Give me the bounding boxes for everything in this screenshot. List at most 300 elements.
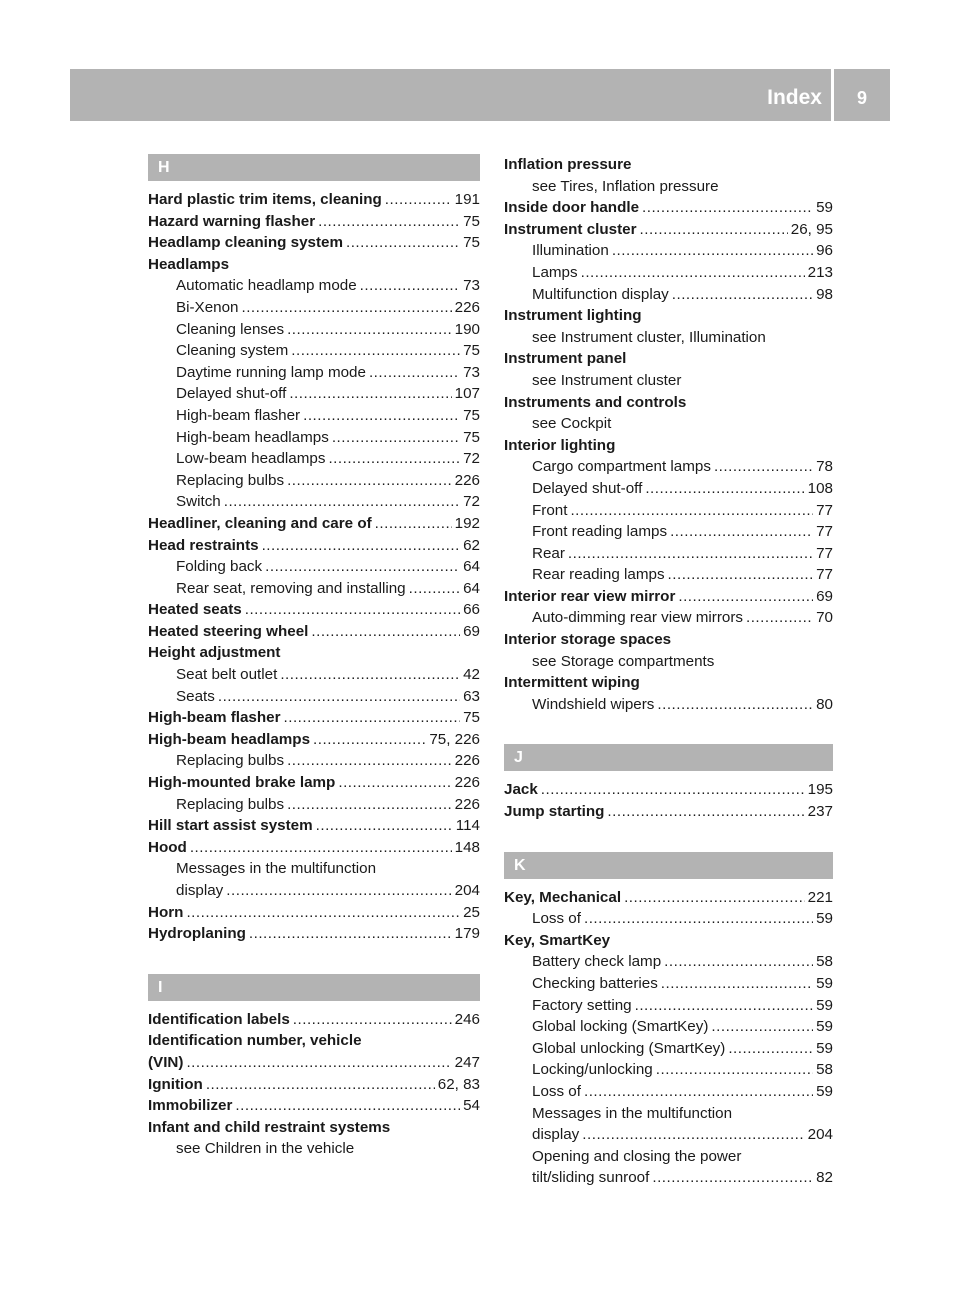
- index-subentry: [148, 664, 480, 686]
- index-entry: [504, 197, 833, 219]
- entry-label: Inside door handle: [504, 199, 640, 217]
- index-subentry: [148, 686, 480, 708]
- entry-label: Instrument lighting: [504, 307, 642, 325]
- entry-page-number: 59: [816, 910, 833, 928]
- index-subentry: [504, 413, 833, 435]
- dot-leader: [369, 362, 460, 384]
- dot-leader: [284, 707, 461, 729]
- index-entry: [148, 513, 480, 535]
- dot-leader: [612, 240, 813, 262]
- entry-page-number: 75: [463, 428, 480, 446]
- entry-label: Factory setting: [532, 996, 632, 1014]
- entry-label: Jack: [504, 781, 538, 799]
- index-entry: [504, 887, 833, 909]
- entry-label: Key, Mechanical: [504, 888, 622, 906]
- entry-label: tilt/sliding sunroof: [532, 1169, 650, 1187]
- section-gap: [504, 715, 833, 744]
- entry-label: Seat belt outlet: [176, 666, 278, 684]
- entry-label: Rear seat, removing and installing: [176, 579, 406, 597]
- entry-page-number: 226: [454, 471, 480, 489]
- index-entry: [504, 586, 833, 608]
- entry-page-number: 59: [816, 975, 833, 992]
- index-subentry: [504, 651, 833, 673]
- entry-label: Opening and closing the power: [532, 1147, 742, 1165]
- entry-page-number: 191: [454, 191, 480, 208]
- index-entry: [504, 392, 833, 414]
- entry-label: Global locking (SmartKey): [532, 1018, 709, 1036]
- entry-label: Loss of: [532, 910, 581, 928]
- entry-page-number: 70: [816, 609, 833, 627]
- index-entry: [148, 211, 480, 233]
- entry-page-number: 246: [454, 1010, 480, 1028]
- index-subentry: [504, 240, 833, 262]
- entry-label: Switch: [176, 493, 221, 511]
- entry-page-number: 82: [816, 1169, 833, 1187]
- entry-label: Hard plastic trim items, cleaning: [148, 191, 382, 208]
- entry-label: Folding back: [176, 558, 263, 576]
- index-entry: [504, 801, 833, 823]
- index-subentry: [148, 491, 480, 513]
- entry-label: Bi-Xenon: [176, 298, 239, 316]
- index-entry: [148, 535, 480, 557]
- entry-label: Automatic headlamp mode: [176, 277, 357, 295]
- entry-page-number: 69: [816, 587, 833, 605]
- dot-leader: [318, 211, 460, 233]
- entry-page-number: 77: [816, 544, 833, 562]
- entry-label: Identification labels: [148, 1010, 290, 1028]
- dot-leader: [206, 1074, 435, 1096]
- index-subentry: [504, 1146, 833, 1168]
- dot-leader: [746, 607, 813, 629]
- entry-label: Lamps: [532, 263, 578, 281]
- index-entry: [504, 435, 833, 457]
- index-subentry: [504, 564, 833, 586]
- index-subentry: [148, 578, 480, 600]
- index-subentry: [148, 470, 480, 492]
- index-subentry: [148, 275, 480, 297]
- dot-leader: [728, 1038, 813, 1060]
- entry-label: (VIN): [148, 1053, 184, 1071]
- entry-label: Front reading lamps: [532, 523, 668, 541]
- index-subentry: [504, 1059, 833, 1081]
- index-subentry: [504, 521, 833, 543]
- entry-page-number: 64: [463, 558, 480, 576]
- dot-leader: [584, 1081, 813, 1103]
- dot-leader: [224, 491, 460, 513]
- index-entry: [148, 1074, 480, 1096]
- entry-label: Jump starting: [504, 803, 605, 821]
- index-subentry: [504, 1103, 833, 1125]
- entry-page-number: 69: [463, 622, 480, 640]
- index-subentry: [148, 880, 480, 902]
- entry-label: Rear reading lamps: [532, 566, 665, 584]
- dot-leader: [287, 319, 452, 341]
- index-subentry: [148, 362, 480, 384]
- dot-leader: [670, 521, 813, 543]
- index-entry: [148, 1030, 480, 1052]
- entry-label: Multifunction display: [532, 285, 669, 303]
- dot-leader: [642, 197, 813, 219]
- index-letter-heading: I: [148, 974, 480, 1001]
- entry-page-number: 75: [463, 234, 480, 252]
- entry-page-number: 73: [463, 277, 480, 295]
- entry-label: Hill start assist system: [148, 817, 313, 835]
- entry-page-number: 108: [807, 479, 833, 497]
- entry-page-number: 58: [816, 953, 833, 971]
- entry-label: Head restraints: [148, 536, 259, 554]
- entry-page-number: 226: [454, 774, 480, 792]
- entry-label: Windshield wipers: [532, 695, 655, 713]
- dot-leader: [664, 951, 813, 973]
- entry-page-number: 75: [463, 406, 480, 424]
- dot-leader: [375, 513, 452, 535]
- entry-label: Hazard warning flasher: [148, 212, 316, 230]
- entry-page-number: 58: [816, 1061, 833, 1079]
- entry-page-number: 221: [807, 888, 833, 906]
- entry-label: Replacing bulbs: [176, 471, 285, 489]
- dot-leader: [186, 902, 460, 924]
- entry-page-number: 25: [463, 903, 480, 921]
- dot-leader: [313, 729, 426, 751]
- entry-page-number: 72: [463, 493, 480, 511]
- entry-page-number: 96: [816, 242, 833, 260]
- entry-page-number: 247: [454, 1053, 480, 1071]
- dot-leader: [668, 564, 814, 586]
- index-entry: [504, 779, 833, 801]
- entry-page-number: 73: [463, 363, 480, 381]
- entry-label: Locking/unlocking: [532, 1061, 653, 1079]
- dot-leader: [607, 801, 804, 823]
- entry-label: Low-beam headlamps: [176, 450, 326, 468]
- dot-leader: [293, 1009, 452, 1031]
- entry-label: Intermittent wiping: [504, 674, 640, 692]
- entry-label: Illumination: [532, 242, 609, 260]
- entry-label: Global unlocking (SmartKey): [532, 1039, 726, 1057]
- entry-label: High-beam flasher: [148, 709, 281, 727]
- entry-page-number: 237: [807, 803, 833, 821]
- entry-label: Cleaning system: [176, 342, 289, 360]
- index-subentry: [148, 858, 480, 880]
- entry-label: Inflation pressure: [504, 156, 632, 173]
- index-entry: [504, 154, 833, 176]
- index-subentry: [504, 478, 833, 500]
- entry-label: Instruments and controls: [504, 393, 687, 411]
- entry-page-number: 190: [454, 320, 480, 338]
- index-subentry: [148, 405, 480, 427]
- index-column-right: [504, 154, 833, 1189]
- entry-label: Front: [532, 501, 568, 519]
- entry-page-number: 226: [454, 752, 480, 770]
- entry-label: Daytime running lamp mode: [176, 363, 366, 381]
- index-subentry: [148, 750, 480, 772]
- dot-leader: [570, 500, 813, 522]
- index-subentry: [148, 448, 480, 470]
- dot-leader: [328, 448, 460, 470]
- page-number: 9: [856, 88, 867, 108]
- entry-label: Interior lighting: [504, 436, 616, 454]
- index-subentry: [504, 1081, 833, 1103]
- entry-label: Identification number, vehicle: [148, 1032, 362, 1050]
- dot-leader: [656, 1059, 813, 1081]
- entry-page-number: 77: [816, 523, 833, 541]
- entry-label: Loss of: [532, 1082, 581, 1100]
- index-letter-heading: K: [504, 852, 833, 879]
- entry-label: Cleaning lenses: [176, 320, 285, 338]
- index-subentry: [148, 1138, 480, 1160]
- dot-leader: [226, 880, 451, 902]
- entry-page-number: 64: [463, 579, 480, 597]
- dot-leader: [241, 297, 451, 319]
- dot-leader: [316, 815, 453, 837]
- dot-leader: [332, 427, 460, 449]
- index-subentry: [504, 176, 833, 198]
- index-subentry: [504, 694, 833, 716]
- index-subentry: [148, 340, 480, 362]
- index-subentry: [504, 1016, 833, 1038]
- index-subentry: [504, 543, 833, 565]
- index-subentry: [504, 456, 833, 478]
- index-entry: [148, 1009, 480, 1031]
- index-entry: [504, 672, 833, 694]
- dot-leader: [661, 973, 813, 995]
- index-letter-heading: J: [504, 744, 833, 771]
- entry-label: Heated steering wheel: [148, 622, 309, 640]
- dot-leader: [672, 284, 813, 306]
- index-subentry: [504, 951, 833, 973]
- dot-leader: [714, 456, 813, 478]
- entry-label: Key, SmartKey: [504, 931, 611, 949]
- entry-page-number: 98: [816, 285, 833, 303]
- entry-page-number: 75: [463, 709, 480, 727]
- index-entry: [148, 815, 480, 837]
- entry-label: High-beam headlamps: [148, 730, 311, 748]
- entry-page-number: 42: [463, 666, 480, 684]
- index-letter-heading: H: [148, 154, 480, 181]
- entry-label: Hydroplaning: [148, 925, 246, 943]
- dot-leader: [624, 887, 805, 909]
- entry-page-number: 204: [807, 1126, 833, 1144]
- entry-label: see Cockpit: [532, 415, 612, 433]
- entry-label: Immobilizer: [148, 1097, 233, 1115]
- entry-page-number: 75: [463, 342, 480, 360]
- entry-page-number: 77: [816, 566, 833, 584]
- index-entry: [148, 707, 480, 729]
- index-subentry: [504, 262, 833, 284]
- entry-page-number: 226: [454, 298, 480, 316]
- entry-label: Cargo compartment lamps: [532, 458, 711, 476]
- index-entry: [148, 729, 480, 751]
- section-gap: [148, 945, 480, 974]
- entry-page-number: 59: [816, 1082, 833, 1100]
- dot-leader: [280, 664, 460, 686]
- entry-page-number: 59: [816, 996, 833, 1014]
- entry-label: High-mounted brake lamp: [148, 774, 336, 792]
- dot-leader: [287, 750, 452, 772]
- entry-label: Delayed shut-off: [532, 479, 643, 497]
- index-entry: [148, 1095, 480, 1117]
- entry-page-number: 63: [463, 687, 480, 705]
- entry-label: see Instrument cluster: [532, 371, 682, 389]
- entry-label: Instrument cluster: [504, 220, 637, 238]
- entry-label: see Instrument cluster, Illumination: [532, 328, 766, 346]
- entry-label: see Children in the vehicle: [176, 1140, 355, 1158]
- index-subentry: [504, 500, 833, 522]
- index-column-left: [148, 154, 480, 1160]
- entry-label: Replacing bulbs: [176, 795, 285, 813]
- entry-page-number: 59: [816, 1018, 833, 1036]
- dot-leader: [218, 686, 460, 708]
- entry-label: Rear: [532, 544, 565, 562]
- entry-label: see Tires, Inflation pressure: [532, 177, 719, 195]
- dot-leader: [249, 923, 452, 945]
- dot-leader: [287, 470, 452, 492]
- index-subentry: [504, 370, 833, 392]
- index-subentry: [504, 607, 833, 629]
- index-subentry: [148, 297, 480, 319]
- index-subentry: [148, 427, 480, 449]
- entry-page-number: 213: [807, 263, 833, 281]
- entry-label: Ignition: [148, 1075, 203, 1093]
- index-entry: [148, 923, 480, 945]
- entry-label: Infant and child restraint systems: [148, 1118, 391, 1136]
- entry-page-number: 195: [807, 781, 833, 799]
- entry-page-number: 59: [816, 199, 833, 217]
- index-entry: [148, 599, 480, 621]
- entry-page-number: 179: [454, 925, 480, 943]
- entry-page-number: 66: [463, 601, 480, 619]
- dot-leader: [582, 1124, 804, 1146]
- entry-label: Delayed shut-off: [176, 385, 287, 403]
- index-subentry: [504, 1167, 833, 1189]
- entry-page-number: 78: [816, 458, 833, 476]
- dot-leader: [409, 578, 460, 600]
- index-subentry: [504, 973, 833, 995]
- dot-leader: [640, 219, 788, 241]
- entry-label: display: [176, 882, 224, 899]
- entry-label: Auto-dimming rear view mirrors: [532, 609, 743, 627]
- dot-leader: [338, 772, 451, 794]
- index-entry: [504, 348, 833, 370]
- dot-leader: [287, 794, 452, 816]
- entry-page-number: 72: [463, 450, 480, 468]
- dot-leader: [584, 908, 813, 930]
- index-subentry: [148, 383, 480, 405]
- dot-leader: [346, 232, 460, 254]
- entry-page-number: 54: [463, 1097, 480, 1115]
- section-title: Index: [767, 86, 822, 109]
- entry-page-number: 26, 95: [790, 220, 833, 238]
- entry-page-number: 75, 226: [429, 730, 480, 748]
- dot-leader: [289, 383, 451, 405]
- dot-leader: [581, 262, 805, 284]
- section-gap: [504, 823, 833, 852]
- entry-page-number: 75: [463, 212, 480, 230]
- index-subentry: [504, 284, 833, 306]
- dot-leader: [245, 599, 460, 621]
- dot-leader: [360, 275, 460, 297]
- entry-label: Headliner, cleaning and care of: [148, 514, 372, 532]
- entry-page-number: 62, 83: [437, 1075, 480, 1093]
- entry-label: see Storage compartments: [532, 652, 715, 670]
- dot-leader: [190, 837, 452, 859]
- dot-leader: [635, 995, 813, 1017]
- index-subentry: [148, 556, 480, 578]
- entry-label: Seats: [176, 687, 215, 705]
- index-entry: [148, 772, 480, 794]
- entry-page-number: 59: [816, 1039, 833, 1057]
- entry-label: Headlamps: [148, 255, 230, 273]
- index-entry: [504, 219, 833, 241]
- index-entry: [148, 837, 480, 859]
- index-entry: [504, 305, 833, 327]
- index-entry: [504, 930, 833, 952]
- dot-leader: [657, 694, 813, 716]
- entry-label: Replacing bulbs: [176, 752, 285, 770]
- entry-label: Interior storage spaces: [504, 631, 672, 649]
- entry-label: Interior rear view mirror: [504, 587, 676, 605]
- index-entry: [148, 254, 480, 276]
- entry-page-number: 80: [816, 695, 833, 713]
- dot-leader: [645, 478, 804, 500]
- index-entry: [148, 902, 480, 924]
- entry-label: High-beam headlamps: [176, 428, 329, 446]
- dot-leader: [711, 1016, 813, 1038]
- entry-label: Battery check lamp: [532, 953, 662, 971]
- index-subentry: [504, 1124, 833, 1146]
- entry-label: Messages in the multifunction: [176, 860, 377, 878]
- dot-leader: [678, 586, 813, 608]
- entry-page-number: 62: [463, 536, 480, 554]
- index-subentry: [148, 319, 480, 341]
- entry-page-number: 107: [454, 385, 480, 403]
- dot-leader: [311, 621, 460, 643]
- dot-leader: [186, 1052, 451, 1074]
- index-entry: [148, 232, 480, 254]
- index-entry: [148, 1052, 480, 1074]
- dot-leader: [291, 340, 460, 362]
- dot-leader: [262, 535, 461, 557]
- index-subentry: [504, 1038, 833, 1060]
- index-entry: [148, 189, 480, 211]
- entry-label: Instrument panel: [504, 350, 627, 368]
- index-entry: [148, 621, 480, 643]
- entry-label: Messages in the multifunction: [532, 1104, 733, 1122]
- entry-label: High-beam flasher: [176, 406, 301, 424]
- entry-label: Horn: [148, 903, 184, 921]
- index-subentry: [504, 995, 833, 1017]
- index-entry: [148, 1117, 480, 1139]
- entry-label: Hood: [148, 838, 187, 856]
- dot-leader: [652, 1167, 813, 1189]
- entry-page-number: 148: [454, 838, 480, 856]
- entry-label: display: [532, 1126, 580, 1144]
- dot-leader: [385, 189, 452, 211]
- entry-label: Checking batteries: [532, 975, 658, 992]
- entry-page-number: 226: [454, 795, 480, 813]
- dot-leader: [303, 405, 460, 427]
- dot-leader: [265, 556, 460, 578]
- entry-label: Headlamp cleaning system: [148, 234, 343, 252]
- dot-leader: [568, 543, 813, 565]
- entry-label: Heated seats: [148, 601, 242, 619]
- entry-page-number: 114: [455, 817, 480, 835]
- entry-page-number: 192: [454, 514, 480, 532]
- entry-label: Height adjustment: [148, 644, 281, 662]
- entry-page-number: 77: [816, 501, 833, 519]
- index-subentry: [504, 327, 833, 349]
- dot-leader: [541, 779, 805, 801]
- index-entry: [148, 642, 480, 664]
